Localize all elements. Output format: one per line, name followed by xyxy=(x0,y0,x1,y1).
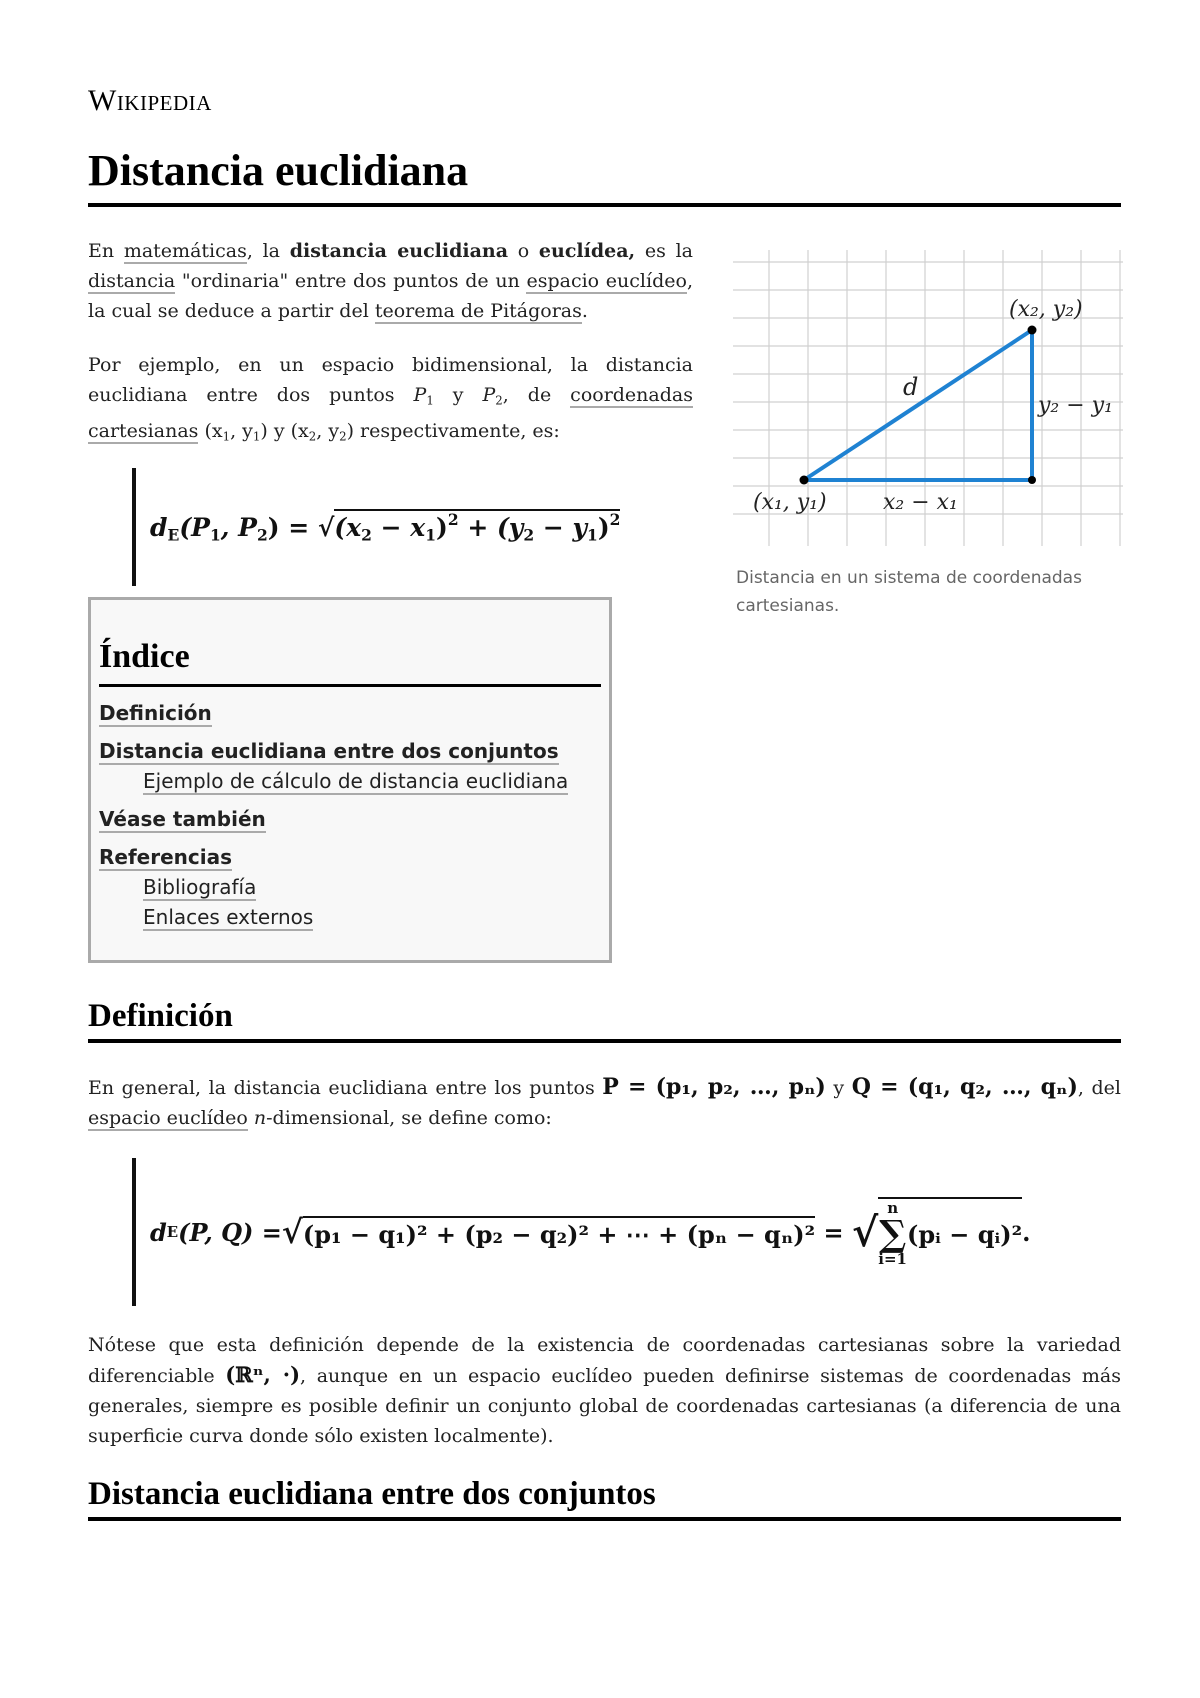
label-p1: (x₁, y₁) xyxy=(753,490,827,515)
link-coordenadas-cartesianas[interactable]: coordenadas cartesianas xyxy=(88,384,693,442)
link-espacio-euclideo[interactable]: espacio euclídeo xyxy=(526,270,687,292)
toc-item-definicion[interactable]: Definición xyxy=(99,701,212,725)
label-p2: (x₂, y₂) xyxy=(1009,297,1083,322)
definition-paragraph: En general, la distancia euclidiana entre los puntos P = (p₁, p₂, …, pₙ) y Q = (q₁, q₂, …, qₙ), del espacio euclídeo n-dimensional, se define como: xyxy=(88,1074,1121,1129)
example-paragraph: Por ejemplo, en un espacio bidimensional, la distancia euclidiana entre dos puntos $P_1$ y $P_2$, de coordenadas cartesianas ($x_1$, $y_1$) y ($x_2$, $y_2$) respectivamente, es: xyxy=(88,354,693,444)
sqrt-icon: √ xyxy=(851,1208,879,1256)
toc-item-referencias[interactable]: Referencias xyxy=(99,845,233,869)
label-d: d xyxy=(903,373,919,401)
toc-item-enlaces-externos[interactable]: Enlaces externos xyxy=(143,905,314,929)
toc-title: Índice xyxy=(99,638,601,687)
formula-nd-sum: n ∑ i=1 (pᵢ − qᵢ)² xyxy=(878,1199,1023,1268)
toc-item-vease-tambien[interactable]: Véase también xyxy=(99,807,266,831)
link-teorema-pitagoras[interactable]: teorema de Pitágoras xyxy=(374,300,582,322)
note-paragraph: Nótese que esta definición depende de la existencia de coordenadas cartesianas sobre la variedad diferenciable (ℝⁿ, ·), aunque en un espacio euclídeo pueden definirse sistemas de coordenadas más generales, siempre es posible definir un conjunto global de coordenadas cartesianas (a diferencia de una superficie curva donde sólo existen localmente). xyxy=(88,1334,1121,1447)
formula-nd-expression: d E (P, Q) = √ (p₁ − q₁)² + (p₂ − q₂)² + ⋯ + (pₙ − qₙ)² = √ n ∑ i=1 (pᵢ − qᵢ)² . xyxy=(150,1199,1031,1268)
point-p2 xyxy=(1028,326,1037,335)
label-dx: x₂ − x₁ xyxy=(883,490,958,515)
point-q-expression: Q = (q₁, q₂, …, qₙ) xyxy=(851,1074,1078,1100)
figure-caption: Distancia en un sistema de coordenadas cartesianas. xyxy=(736,568,1082,616)
right-angle-point xyxy=(1028,476,1036,484)
intro-paragraph: En matemáticas, la distancia euclidiana o euclídea, es la distancia "ordinaria" entre dos puntos de un espacio euclídeo, la cual se deduce a partir del teorema de Pitágoras. xyxy=(88,240,693,322)
distance-formula-nd xyxy=(132,1158,1050,1306)
sqrt-icon: √ xyxy=(281,1213,303,1251)
toc-item-ejemplo[interactable]: Ejemplo de cálculo de distancia euclidiana xyxy=(143,769,569,793)
formula-2d-expression: $d_E(P_1$, $P_2) = √(x_2 - x_1)^2 + (y_2 - y_1)^2$ xyxy=(150,509,621,545)
section-heading-conjuntos: Distancia euclidiana entre dos conjuntos xyxy=(88,1476,1121,1521)
sqrt-icon: √ xyxy=(317,512,335,542)
wikipedia-logo[interactable]: Wikipedia xyxy=(88,84,212,117)
summation: n ∑ i=1 xyxy=(878,1199,907,1268)
point-p1 xyxy=(800,476,809,485)
toc-item-bibliografia[interactable]: Bibliografía xyxy=(143,875,257,899)
cartesian-distance-diagram xyxy=(733,250,1123,546)
sigma-icon: ∑ xyxy=(879,1213,907,1255)
manifold-expression: (ℝⁿ, ·) xyxy=(225,1362,301,1387)
formula-2d-radicand: $(x_2 - x_1)^2 + (y_2 - y_1)^2$ xyxy=(334,509,621,545)
formula-nd-radicand: (p₁ − q₁)² + (p₂ − q₂)² + ⋯ + (pₙ − qₙ)² xyxy=(303,1216,815,1249)
link-espacio-euclideo-2[interactable]: espacio euclídeo xyxy=(88,1107,248,1129)
distance-formula-2d xyxy=(132,468,710,586)
label-dy: y₂ − y₁ xyxy=(1038,393,1113,418)
link-matematicas[interactable]: matemáticas xyxy=(123,240,247,262)
section-heading-definicion: Definición xyxy=(88,998,1121,1043)
table-of-contents xyxy=(88,597,612,963)
toc-item-distancia-conjuntos[interactable]: Distancia euclidiana entre dos conjuntos xyxy=(99,739,559,763)
page-title: Distancia euclidiana xyxy=(88,146,1121,207)
distance-figure xyxy=(733,250,1123,550)
link-distancia[interactable]: distancia xyxy=(88,270,176,292)
point-p-expression: P = (p₁, p₂, …, pₙ) xyxy=(602,1074,826,1100)
